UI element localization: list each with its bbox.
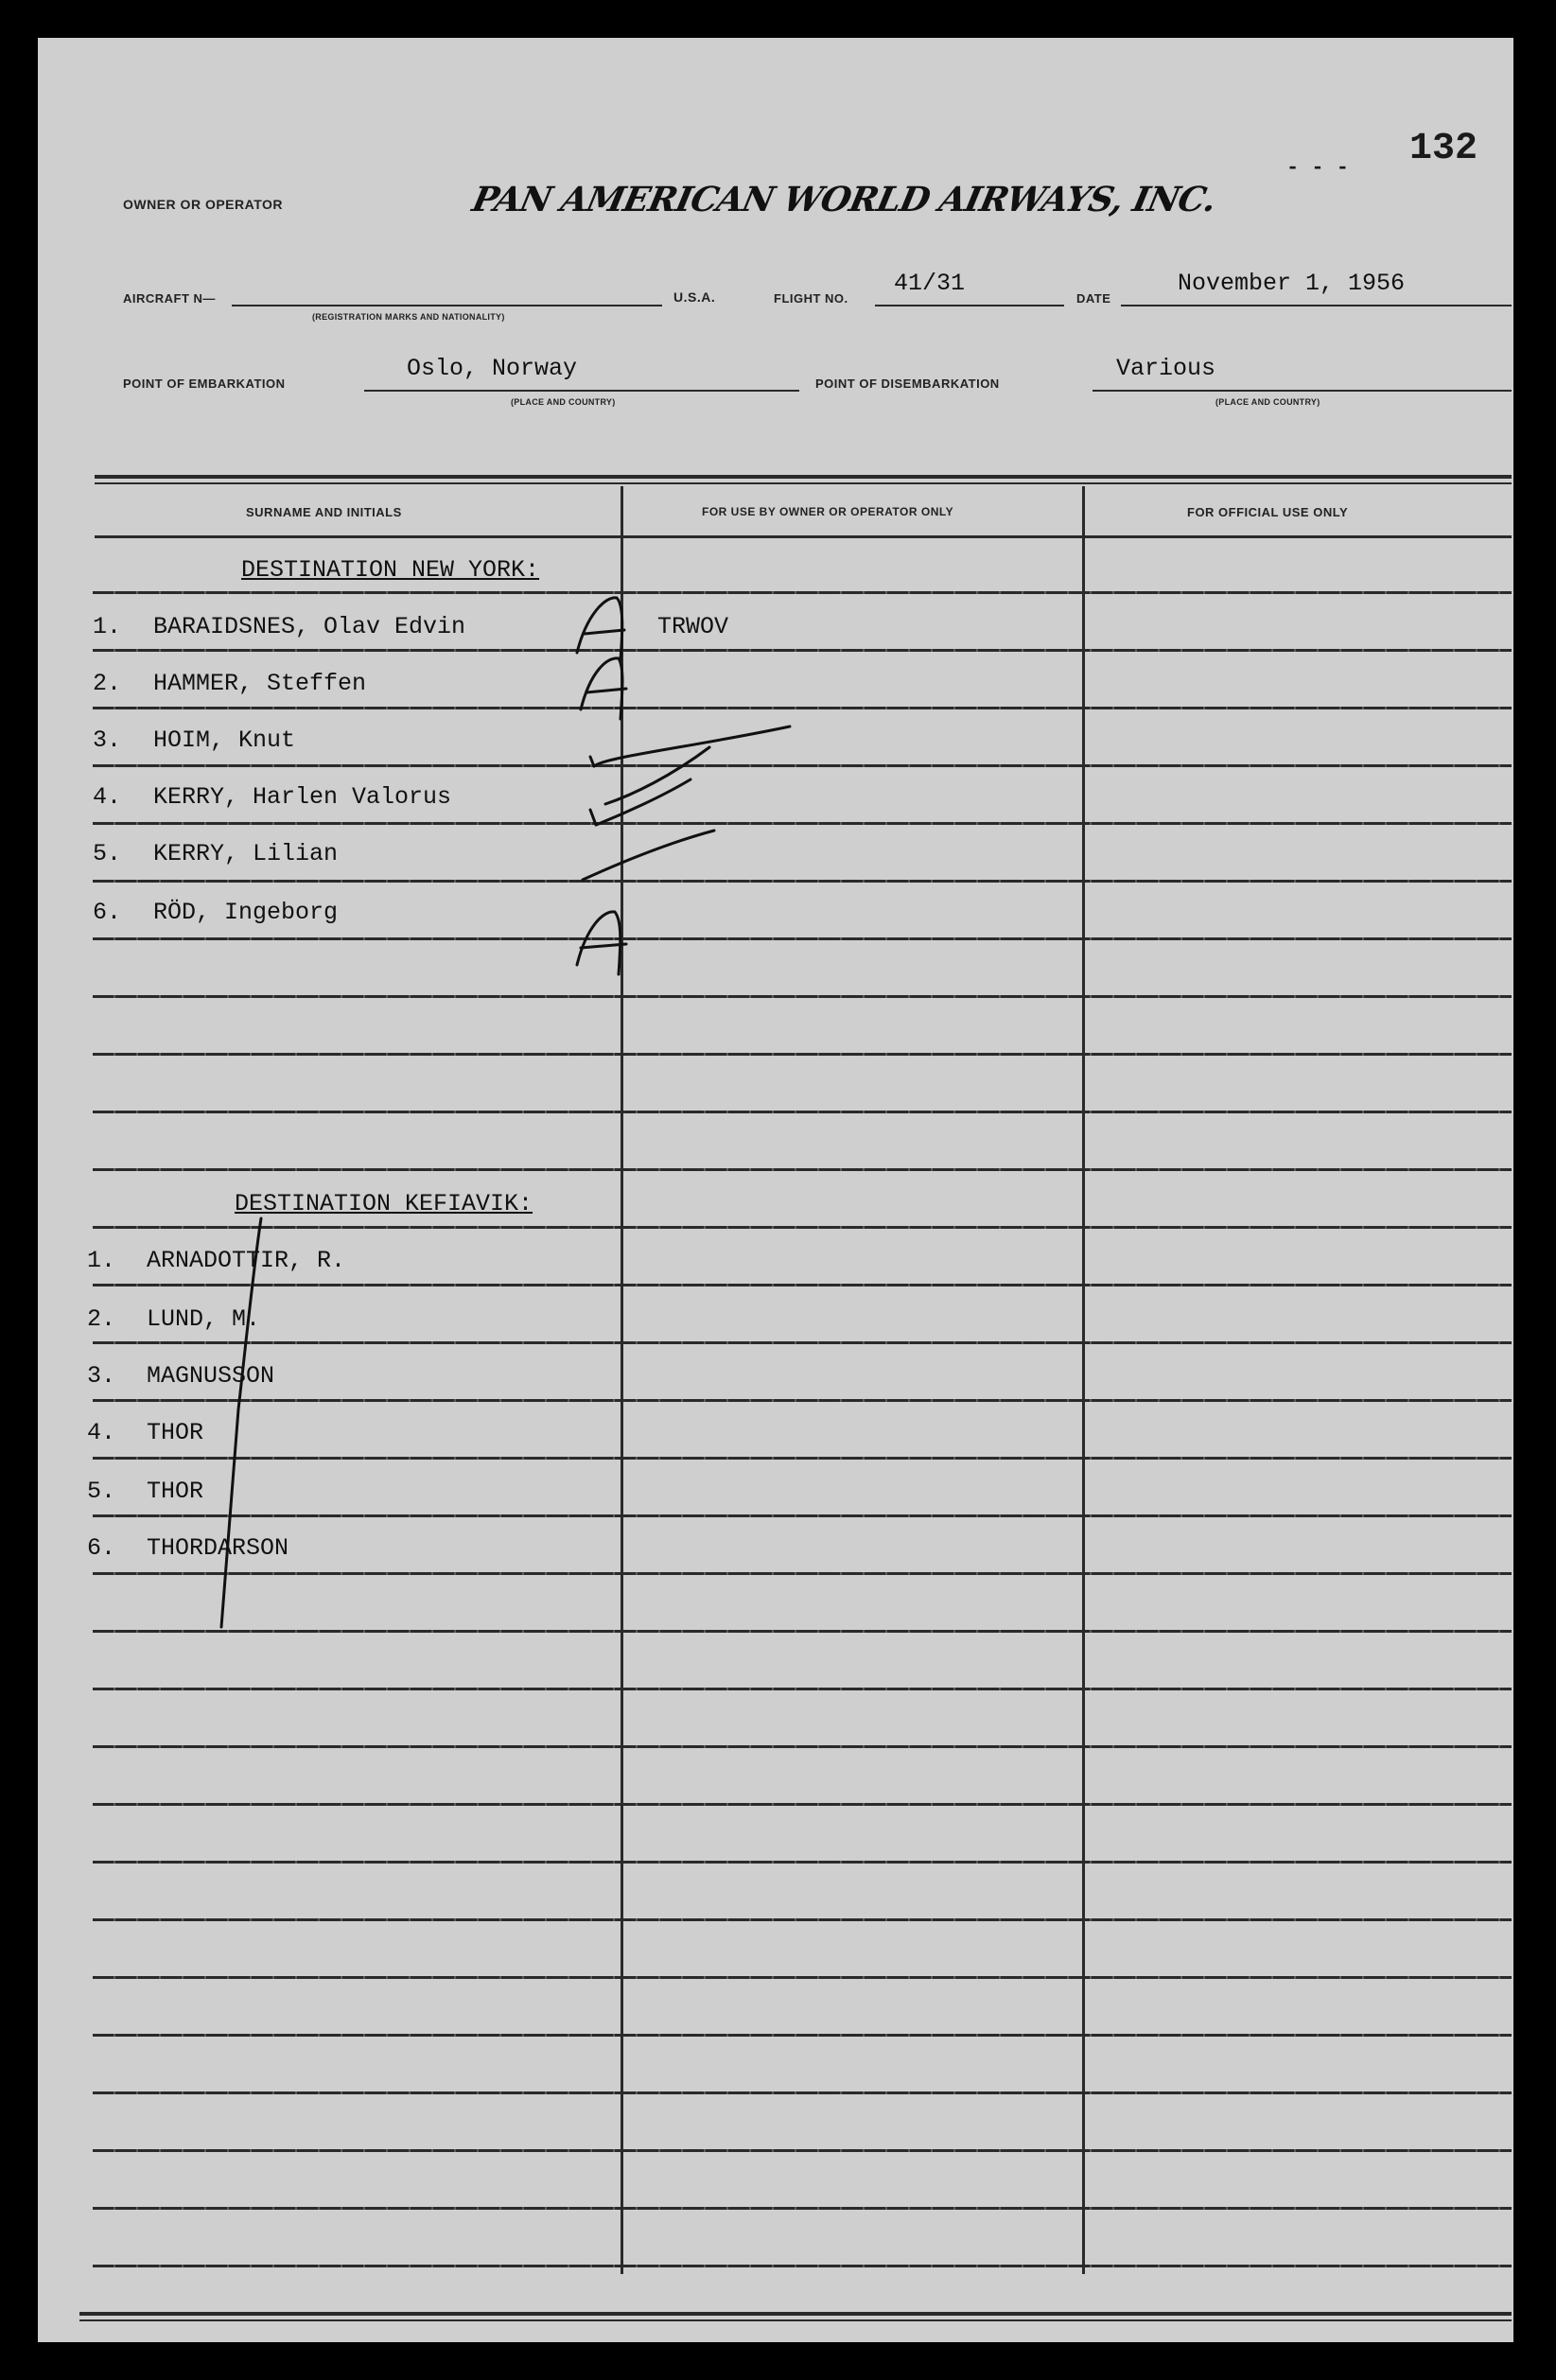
date-label: DATE [1076,291,1111,306]
row-rule [93,1803,1512,1806]
row-rule [93,995,1512,998]
passenger-name: RÖD, Ingeborg [153,899,339,926]
place-note-1: (PLACE AND COUNTRY) [511,397,616,407]
passenger-name: HOIM, Knut [153,726,296,754]
flight-field-line [875,305,1064,306]
passenger-name: HAMMER, Steffen [153,670,367,697]
row-rule [93,1284,1512,1286]
manifest-sheet [38,38,1513,2342]
row-rule [93,1053,1512,1056]
owner-label: OWNER OR OPERATOR [123,197,283,212]
row-rule [93,2091,1512,2094]
passenger-name: ARNADOTTIR, R. [147,1247,346,1274]
col-header-official-use: FOR OFFICIAL USE ONLY [1187,505,1349,519]
passenger-name: BARAIDSNES, Olav Edvin [153,613,466,640]
row-rule [93,1514,1512,1517]
passenger-number: 4. [87,1419,116,1446]
col-header-surname: SURNAME AND INITIALS [246,505,402,519]
aircraft-field-line [232,305,662,306]
row-rule [93,2265,1512,2267]
passenger-number: 3. [87,1362,116,1390]
embarkation-field-line [364,390,799,392]
passenger-name: KERRY, Lilian [153,840,339,867]
passenger-number: 5. [87,1478,116,1505]
passenger-number: 4. [93,783,122,811]
flight-number: 41/31 [894,270,966,297]
table-bottom-rule [79,2312,1512,2316]
col-header-owner-use: FOR USE BY OWNER OR OPERATOR ONLY [702,505,954,518]
owner-name-logo: PAN AMERICAN WORLD AIRWAYS, INC. [468,180,1220,219]
row-rule [93,1861,1512,1864]
column-divider-2 [1082,486,1085,2274]
flight-label: FLIGHT NO. [774,291,848,306]
disembarkation-field-line [1093,390,1512,392]
row-rule [93,1111,1512,1113]
embarkation-label: POINT OF EMBARKATION [123,376,286,391]
passenger-number: 1. [93,613,122,640]
passenger-name: THOR [147,1478,204,1505]
page-number: 132 [1409,128,1478,170]
passenger-number: 5. [93,840,122,867]
row-rule [93,1918,1512,1921]
table-top-rule-2 [95,482,1512,484]
row-rule [93,1457,1512,1460]
row-rule [93,1168,1512,1171]
row-rule [93,1688,1512,1690]
row-rule [93,2034,1512,2037]
disembarkation-value: Various [1116,355,1216,382]
passenger-name: KERRY, Harlen Valorus [153,783,452,811]
page-dashes: - - - [1286,156,1350,180]
header-bottom-rule [95,535,1512,538]
passenger-name: LUND, M. [147,1305,261,1333]
table-bottom-rule-2 [79,2319,1512,2321]
aircraft-label: AIRCRAFT N— [123,291,216,306]
row-rule [93,1572,1512,1575]
date-field-line [1121,305,1512,306]
passenger-name: THOR [147,1419,204,1446]
row-rule [93,1976,1512,1979]
row-rule [93,1630,1512,1633]
row-rule [93,2207,1512,2210]
row-rule [93,1399,1512,1402]
passenger-number: 3. [93,726,122,754]
place-note-2: (PLACE AND COUNTRY) [1215,397,1320,407]
row-rule [93,2149,1512,2152]
passenger-number: 2. [87,1305,116,1333]
row-rule [93,1745,1512,1748]
date-value: November 1, 1956 [1178,270,1406,297]
passenger-number: 1. [87,1247,116,1274]
row-rule [93,1341,1512,1344]
handwritten-marks [549,577,851,993]
handwritten-stroke [208,1211,284,1646]
embarkation-value: Oslo, Norway [407,355,578,382]
group-heading-kefiavik: DESTINATION KEFIAVIK: [235,1190,533,1217]
passenger-name: MAGNUSSON [147,1362,275,1390]
passenger-number: 6. [87,1534,116,1562]
passenger-number: 6. [93,899,122,926]
owner-note: TRWOV [657,613,729,640]
row-rule [93,1226,1512,1229]
passenger-number: 2. [93,670,122,697]
registration-note: (REGISTRATION MARKS AND NATIONALITY) [312,312,505,322]
passenger-name: THORDARSON [147,1534,289,1562]
table-top-rule [95,475,1512,479]
usa-label: U.S.A. [673,289,716,305]
disembarkation-label: POINT OF DISEMBARKATION [815,376,1000,391]
group-heading-new-york: DESTINATION NEW YORK: [241,556,540,584]
